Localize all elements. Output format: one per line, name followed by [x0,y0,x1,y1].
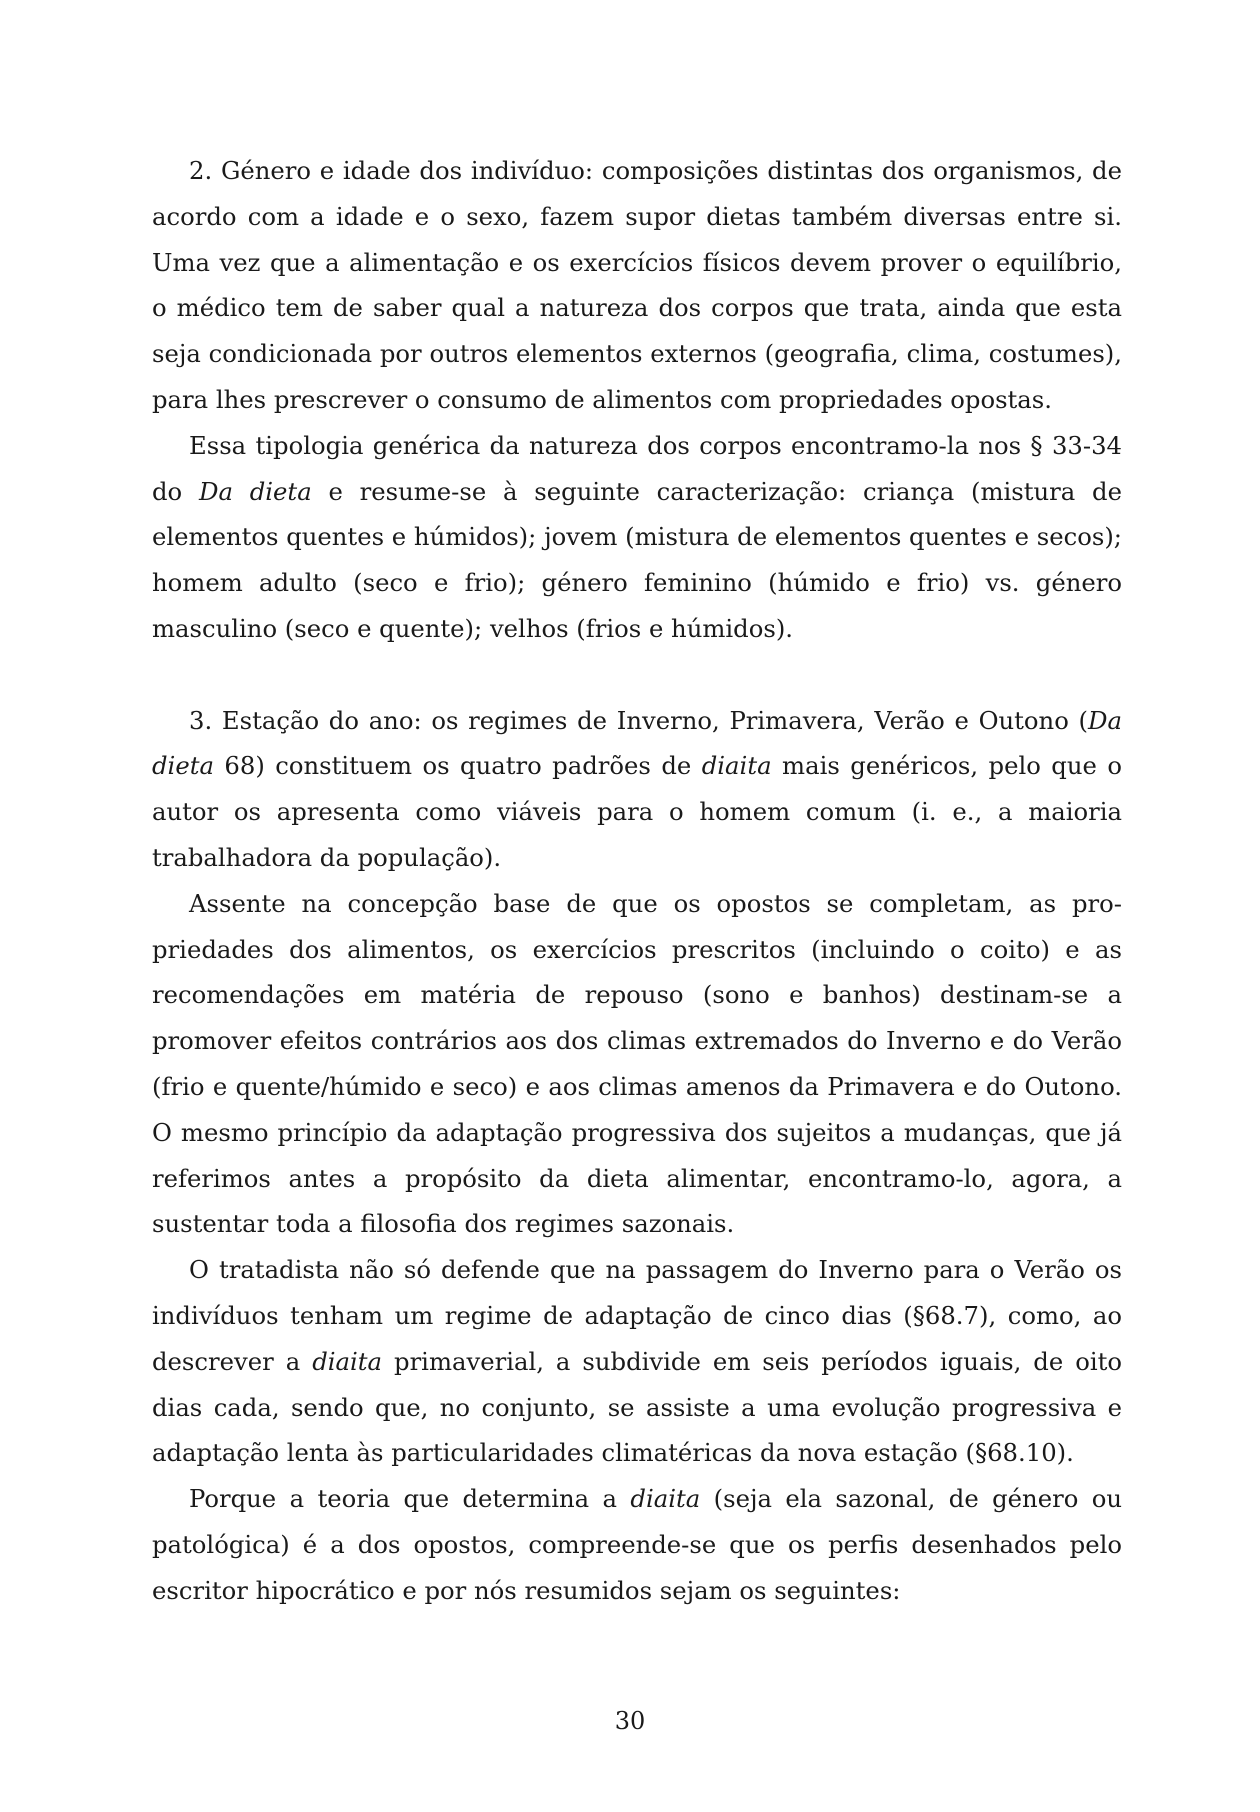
term-diaita: diaita [630,1484,701,1514]
paragraph-body-typology: Essa tipologia genérica da natureza dos corpos encontramo-la nos § 33-34 do Da dieta e resume-se à seguinte caracterização: criança (mistura de elementos quentes e húmidos); jovem (mistura de elementos quentes e secos); homem adulto (seco e frio); género feminino (húmido e frio) vs. género masculino (seco e quente); velhos (frios e húmidos). [152,430,1122,643]
page-number: 30 [614,1707,646,1735]
work-title-da-dieta: Da dieta [152,705,1122,781]
paragraph-opposites: Assente na concepção base de que os opostos se completam, as propriedades dos alimentos, os exercícios prescritos (incluindo o coito) e as recomendações em matéria de repouso (sono e banhos) destinam-se a promover efeitos contrários aos dos climas extremados do Inverno e do Verão (frio e quente/húmido e seco) e aos climas amenos da Primavera e do Outono. O mesmo princípio da adaptação progressiva dos sujeitos a mudanças, que já referimos antes a propósito da dieta alimentar, encontramo-lo, agora, a sustentar toda a filosofia dos regimes sazonais. [152,888,1122,1239]
paragraph-adaptation: O tratadista não só defende que na passagem do Inverno para o Verão os indivíduos tenham um regime de adaptação de cinco dias (§68.7), como, ao descrever a diaita primaverial, a subdivide em seis períodos iguais, de oito dias cada, sendo que, no conjunto, se assiste a uma evolução progressiva e adaptação lenta às particularidades climatéricas da nova estação (§68.10). [152,1255,1122,1468]
term-diaita: diaita [701,751,772,781]
work-title-da-dieta: Da dieta [198,476,312,506]
term-diaita: diaita [312,1346,383,1376]
paragraph-season: 3. Estação do ano: os regimes de Inverno, Primavera, Verão e Outono (Da dieta 68) constituem os quatro padrões de diaita mais genéricos, pelo que o autor os apresenta como viáveis para o homem comum (i. e., a maioria trabalhadora da população). [152,705,1122,872]
document-body [152,148,1122,1614]
paragraph-gender-age: 2. Género e idade dos indivíduo: composições distintas dos organismos, de acordo com a idade e o sexo, fazem supor dietas também diversas entre si. Uma vez que a alimentação e os exercícios físicos devem prover o equilíbrio, o médico tem de saber qual a natureza dos corpos que trata, ainda que esta seja condicionada por outros elementos externos (geografia, clima, costumes), para lhes prescrever o consumo de alimentos com propriedades opostas. [152,156,1122,414]
paragraph-profiles: Porque a teoria que determina a diaita (seja ela sazonal, de género ou patológica) é a dos opostos, compreende-se que os perfis desenhados pelo escritor hipocrático e por nós resumidos sejam os seguintes: [152,1484,1122,1605]
